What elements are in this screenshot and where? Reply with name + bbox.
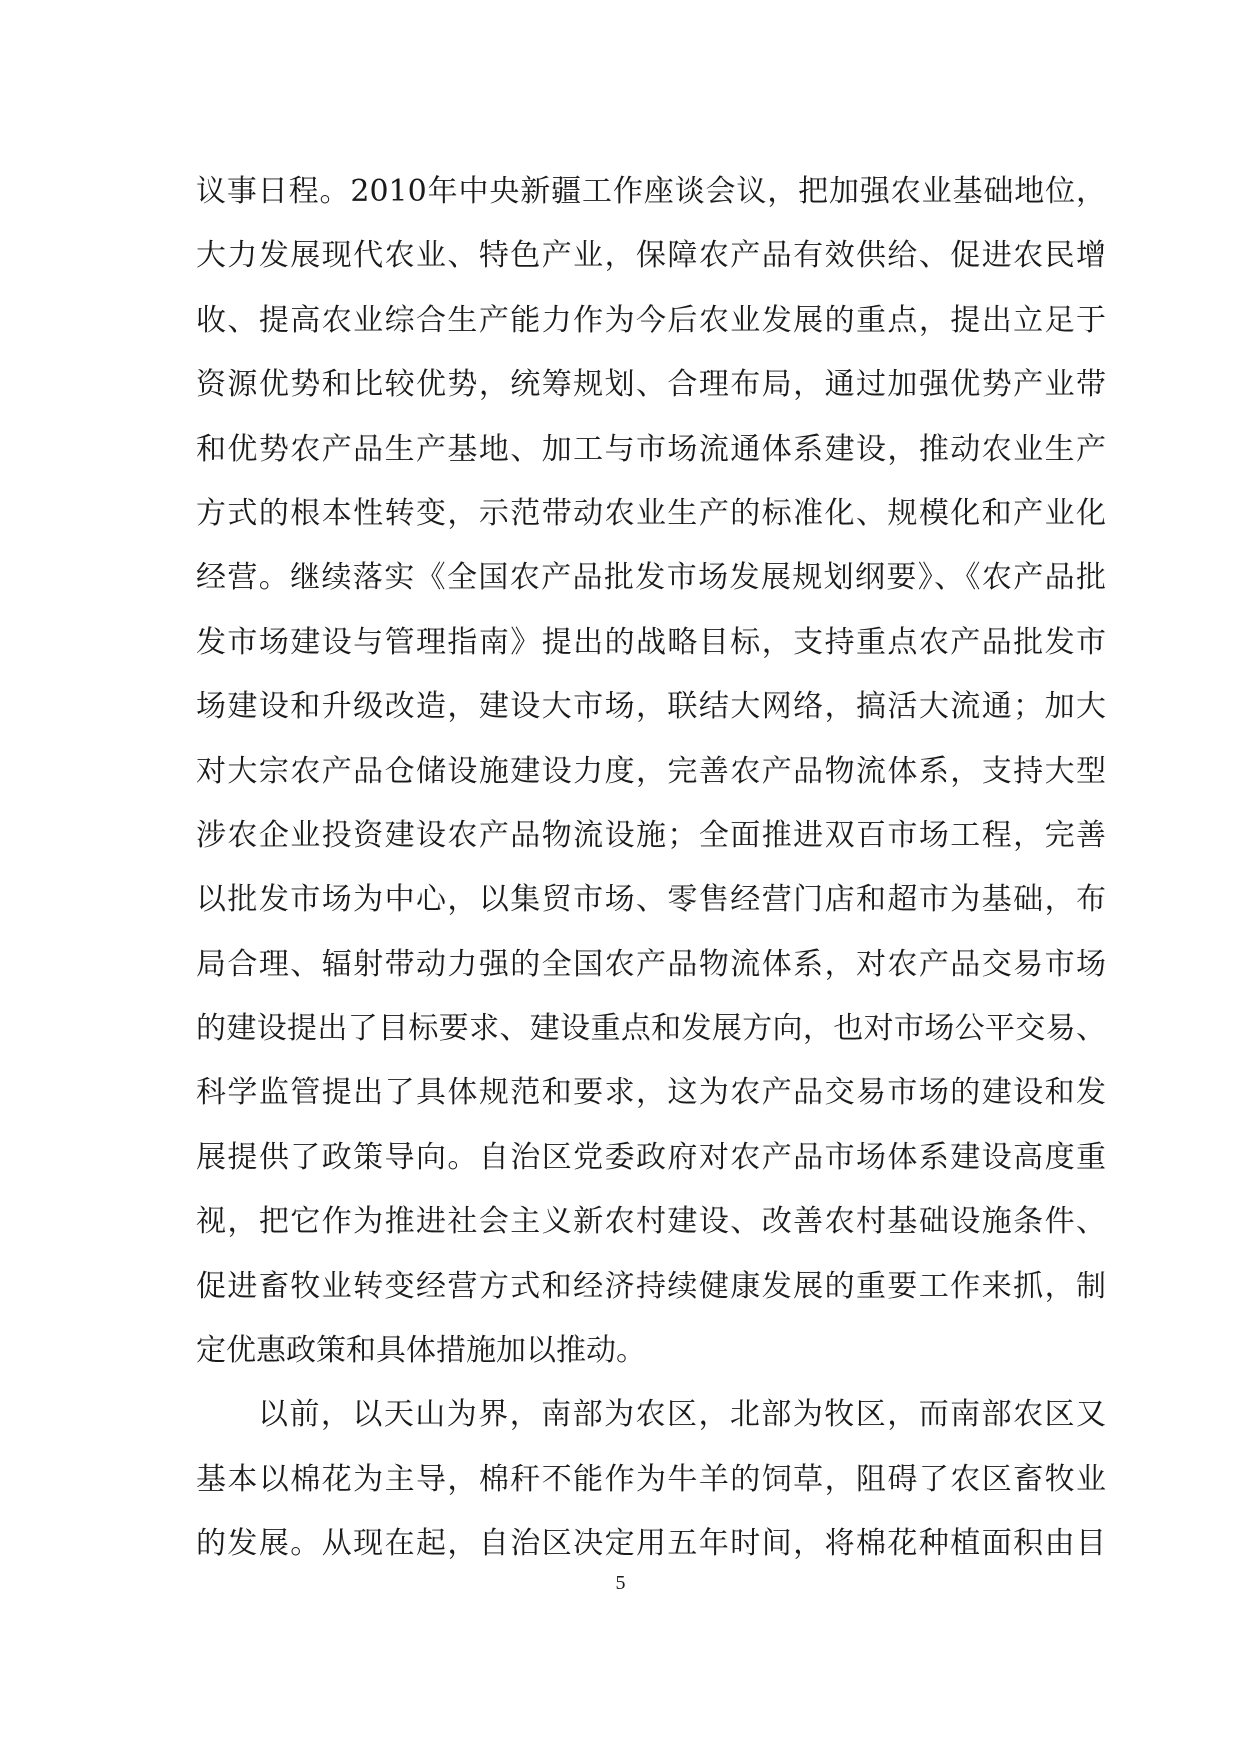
paragraph-first-line: 以前，以天山为界，南部为农区，北部为牧区，而南部农区又 bbox=[258, 1397, 1106, 1433]
text-line: 对大宗农产品仓储设施建设力度，完善农产品物流体系，支持大型 bbox=[196, 753, 1106, 789]
page-number: 5 bbox=[615, 1572, 626, 1594]
text-line: 和优势农产品生产基地、加工与市场流通体系建设，推动农业生产 bbox=[196, 431, 1106, 467]
text-line: 经营。继续落实《全国农产品批发市场发展规划纲要》、《农产品批 bbox=[196, 560, 1106, 596]
text-line: 发市场建设与管理指南》提出的战略目标，支持重点农产品批发市 bbox=[196, 624, 1106, 660]
text-line: 的发展。从现在起，自治区决定用五年时间，将棉花种植面积由目 bbox=[196, 1526, 1106, 1562]
text-line: 场建设和升级改造，建设大市场，联结大网络，搞活大流通；加大 bbox=[196, 689, 1106, 725]
text-line: 大力发展现代农业、特色产业，保障农产品有效供给、促进农民增 bbox=[196, 238, 1106, 274]
text-line: 方式的根本性转变，示范带动农业生产的标准化、规模化和产业化 bbox=[196, 495, 1106, 531]
text-line: 视，把它作为推进社会主义新农村建设、改善农村基础设施条件、 bbox=[196, 1204, 1106, 1240]
body-text bbox=[196, 160, 1106, 1577]
text-line: 促进畜牧业转变经营方式和经济持续健康发展的重要工作来抓，制 bbox=[196, 1268, 1106, 1304]
text-line: 以批发市场为中心，以集贸市场、零售经营门店和超市为基础，布 bbox=[196, 882, 1106, 918]
text-line: 收、提高农业综合生产能力作为今后农业发展的重点，提出立足于 bbox=[196, 302, 1106, 338]
text-line: 资源优势和比较优势，统筹规划、合理布局，通过加强优势产业带 bbox=[196, 367, 1106, 403]
text-line: 议事日程。2010年中央新疆工作座谈会议，把加强农业基础地位， bbox=[196, 174, 1106, 209]
text-line: 的建设提出了目标要求、建设重点和发展方向，也对市场公平交易、 bbox=[196, 1011, 1106, 1047]
text-line: 局合理、辐射带动力强的全国农产品物流体系，对农产品交易市场 bbox=[196, 946, 1106, 982]
text-line: 涉农企业投资建设农产品物流设施；全面推进双百市场工程，完善 bbox=[196, 817, 1106, 853]
text-line: 定优惠政策和具体措施加以推动。 bbox=[196, 1333, 646, 1369]
text-line: 展提供了政策导向。自治区党委政府对农产品市场体系建设高度重 bbox=[196, 1139, 1106, 1175]
text-line: 基本以棉花为主导，棉秆不能作为牛羊的饲草，阻碍了农区畜牧业 bbox=[196, 1461, 1106, 1497]
text-line: 科学监管提出了具体规范和要求，这为农产品交易市场的建设和发 bbox=[196, 1075, 1106, 1111]
